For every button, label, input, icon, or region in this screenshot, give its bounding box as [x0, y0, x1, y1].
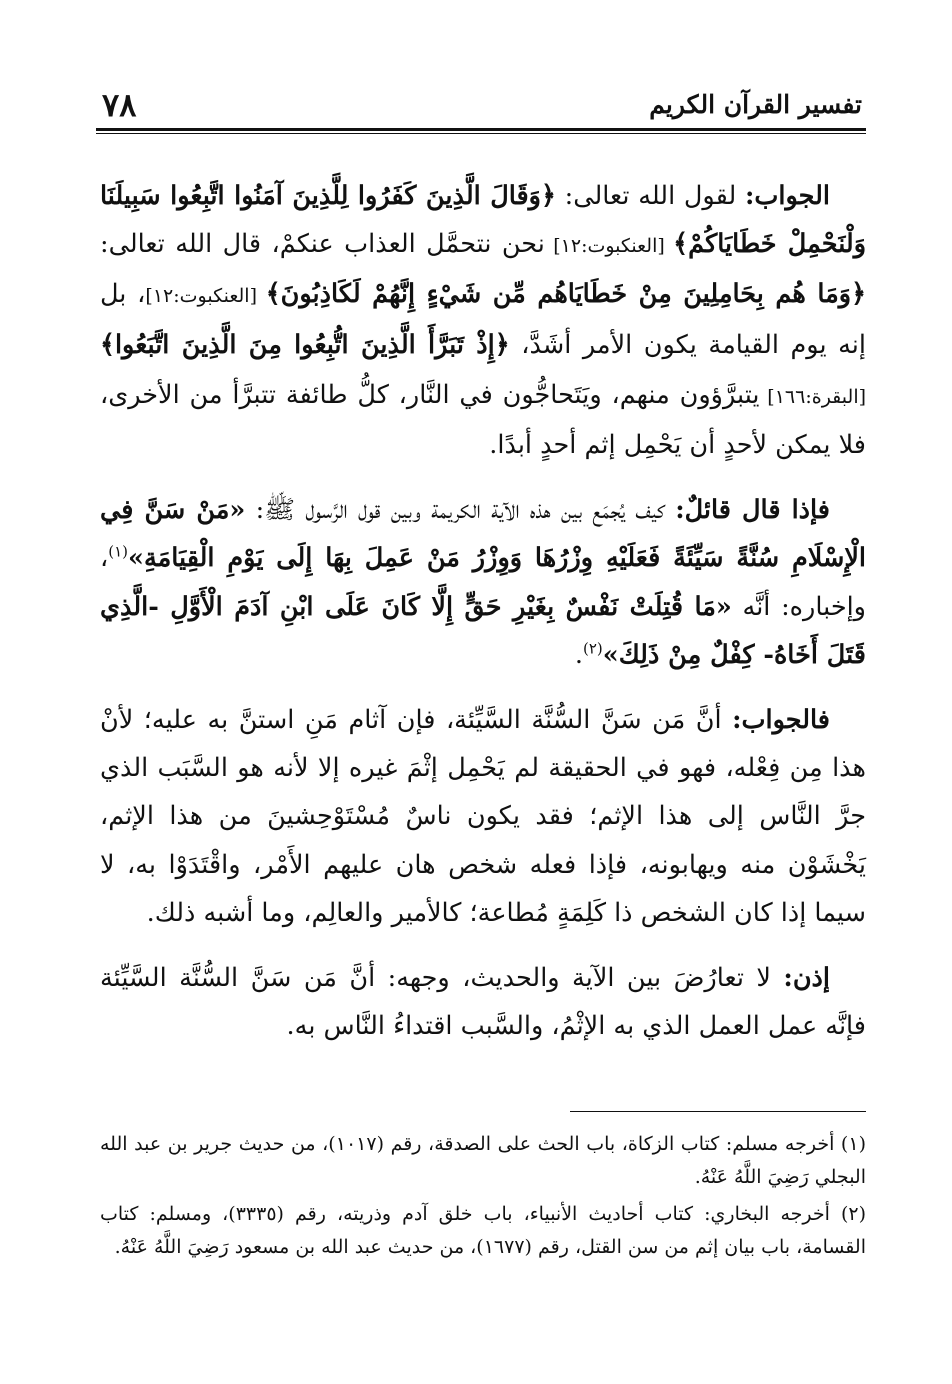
verse-reference: [العنكبوت:١٢]	[145, 285, 266, 308]
quran-verse: ﴿وَمَا هُم بِحَامِلِينَ مِنْ خَطَايَاهُم مِّن شَيْءٍ إِنَّهُمْ لَكَاذِبُونَ﴾	[265, 279, 867, 310]
footnote-marker: (٢)	[582, 639, 603, 658]
paragraph-p1	[100, 172, 866, 469]
body-text: ، بل إنه يوم القيامة يكون الأمر أشَدَّ،	[100, 279, 866, 360]
page-number: ٧٨	[102, 86, 137, 124]
paragraph-p3	[100, 696, 866, 937]
body-text: لا تعارُضَ بين الآية والحديث، وجهه: أنَّ مَن سَنَّ السُّنَّة السَّيِّئة فإنَّه عمل العمل الذي به الإثْمُ، والسَّبب اقتداءُ النَّاس به.	[100, 963, 866, 1042]
footnote-separator	[570, 1111, 866, 1112]
body-text: كيف يُجمَع بين هذه الآية الكريمة وبين قول الرَّسول ﷺ:	[245, 495, 676, 526]
body-text: .	[574, 639, 583, 670]
footnotes	[100, 1128, 866, 1268]
paragraph-p4	[100, 954, 866, 1050]
body-text: نحن نتحمَّل العذاب عنكمْ، قال الله تعالى:	[100, 229, 545, 260]
verse-reference: [العنكبوت:١٢]	[544, 235, 674, 258]
lead-word: فالجواب:	[732, 705, 830, 736]
lead-word: الجواب:	[745, 181, 830, 211]
body-text: أنَّ مَن سَنَّ السُّنَّة السَّيِّئة، فإن آثام مَنِ استنَّ به عليه؛ لأنْ هذا مِن فِعْله، فهو في الحقيقة لم يَحْمِل إثْمَ غيره إلا لأنه هو السَّبَب الذي جرَّ النَّاس إلى هذا الإثم؛ فقد يكون ناسٌ مُسْتَوْحِشينَ من هذا الإثم، يَخْشَوْن منه ويهابونه، فإذا فعله شخص هان عليهم الأَمْر، واقْتَدَوْا به، لا سيما إذا كان الشخص ذا كَلِمَةٍ مُطاعة؛ كالأمير والعالِم، وما أشبه ذلك.	[100, 705, 866, 928]
page-body	[100, 172, 866, 1067]
paragraph-p2	[100, 486, 866, 679]
footnote-item: (٢) أخرجه البخاري: كتاب أحاديث الأنبياء، باب خلق آدم وذريته، رقم (٣٣٣٥)، ومسلم: كتاب القسامة، باب بيان إثم من سن القتل، رقم (١٦٧٧)، من حديث عبد الله بن مسعود رَضِيَ اللَّهُ عَنْهُ.	[100, 1203, 866, 1258]
header-rule	[96, 128, 866, 134]
footnote-marker: (١)	[108, 542, 129, 561]
running-header	[96, 88, 866, 128]
footnote-item: (١) أخرجه مسلم: كتاب الزكاة، باب الحث على الصدقة، رقم (١٠١٧)، من حديث جرير بن عبد الله البجلي رَضِيَ اللَّهُ عَنْهُ.	[100, 1133, 866, 1188]
quran-verse: ﴿إِذْ تَبَرَّأَ الَّذِينَ اتُّبِعُوا مِنَ الَّذِينَ اتَّبَعُوا﴾	[100, 329, 510, 360]
verse-reference: [البقرة:١٦٦]	[759, 385, 867, 408]
body-text: لقول الله تعالى:	[555, 181, 745, 211]
hadith-quote: «مَنْ سَنَّ فِي الْإِسْلَامِ سُنَّةً سَيِّئَةً فَعَلَيْهِ وِزْرُهَا وَوِزْرُ مَنْ عَمِلَ بِهَا إِلَى يَوْمِ الْقِيَامَةِ»	[100, 495, 866, 574]
lead-word: إذن:	[783, 963, 830, 994]
book-title: تفسير القرآن الكريم	[649, 90, 862, 119]
hadith-quote: «مَا قُتِلَتْ نَفْسٌ بِغَيْرِ حَقٍّ إِلَّا كَانَ عَلَى ابْنِ آدَمَ الْأَوَّلِ -الَّذِي قَتَلَ أَخَاهُ- كِفْلٌ مِنْ ذَلِكَ»	[100, 591, 866, 670]
body-text: ، وإخباره: أنَّه	[100, 543, 866, 622]
body-text: يتبرَّؤون منهم، ويَتَحاجُّون في النَّار، كلُّ طائفة تتبرَّأ من الأخرى، فلا يمكن لأحدٍ أن يَحْمِل إثم أحدٍ أبدًا.	[100, 379, 866, 461]
lead-word: فإذا قال قائلٌ:	[675, 495, 830, 526]
quran-verse: ﴿وَقَالَ الَّذِينَ كَفَرُوا لِلَّذِينَ آمَنُوا اتَّبِعُوا سَبِيلَنَا وَلْنَحْمِلْ خَطَايَاكُمْ﴾	[100, 181, 867, 260]
